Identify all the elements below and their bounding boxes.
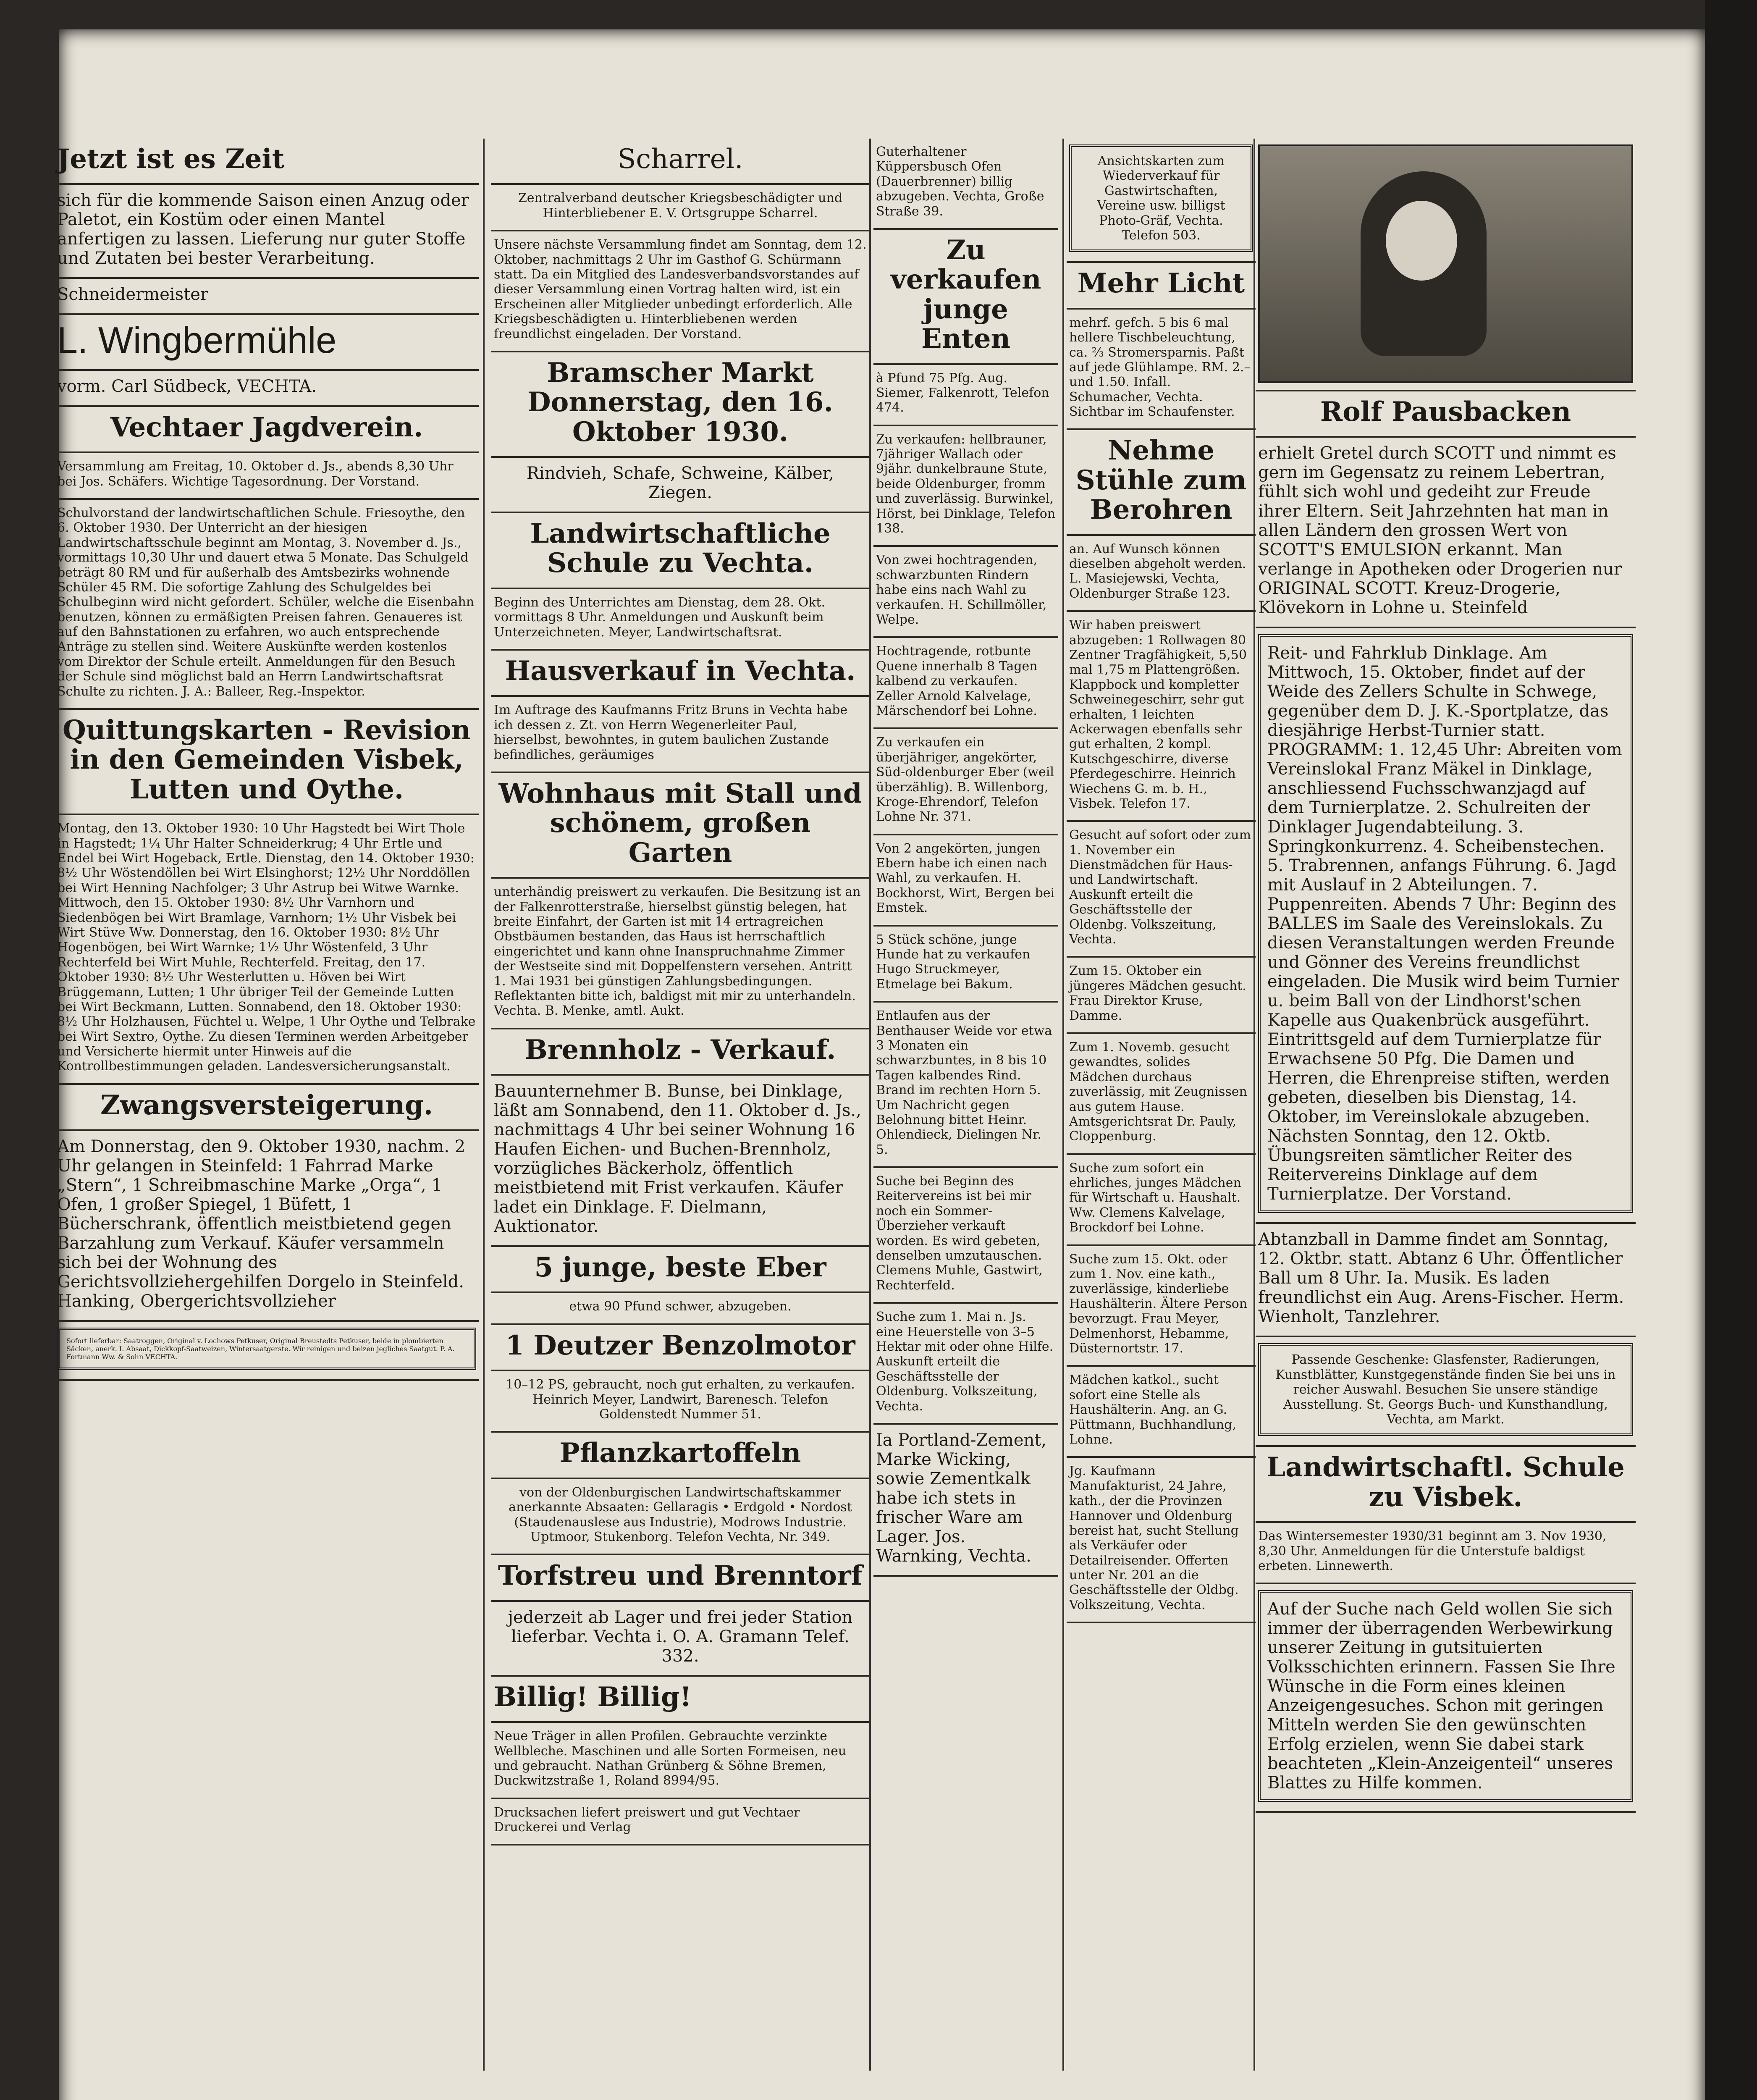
advert-text: Wir haben preiswert abzugeben: 1 Rollwagen 80 Zentner Tragfähigkeit, 5,50 mal 1,75 m Plattengrößen. Klappbock und kompletter Schweinegeschirr, sehr gut erhalten, 1 leichten Ackerwagen ebenfalls sehr gut erhalten, 2 kompl. Kutschgeschirre, diverse Pferdegeschirre. Heinrich Wiechens G. m. b. H., Visbek. Telefon 17. bbox=[1069, 618, 1247, 811]
advertisement bbox=[55, 139, 479, 185]
advert-text: Quittungskarten - Revision in den Gemeinden Visbek, Lutten und Oythe. bbox=[63, 714, 471, 805]
advert-text: Drucksachen liefert preiswert und gut Vechtaer Druckerei und Verlag bbox=[494, 1805, 800, 1835]
advertisement bbox=[873, 927, 1058, 1003]
advert-text: Zu verkaufen ein überjähriger, angekörter, Süd-oldenburger Eber (weil überzählig). B. Willenborg, Kroge-Ehrendorf, Telefon Lohne Nr. 371. bbox=[876, 735, 1054, 824]
advertisement bbox=[55, 407, 479, 453]
advertisement bbox=[491, 589, 869, 651]
advertisement bbox=[1067, 430, 1256, 536]
advertisement bbox=[1256, 1523, 1636, 1584]
advert-text: Zum 15. Oktober ein jüngeres Mädchen gesucht. Frau Direktor Kruse, Damme. bbox=[1069, 963, 1246, 1023]
advertisement bbox=[491, 1555, 869, 1601]
advertisement bbox=[873, 230, 1058, 365]
advertisement bbox=[491, 773, 869, 879]
advertisement bbox=[55, 815, 479, 1085]
advertisement bbox=[873, 1304, 1058, 1425]
advert-text: Auf der Suche nach Geld wollen Sie sich immer der überragenden Werbewirkung unserer Zeitung in gutsituierten Volksschichten erinnern. Fassen Sie Ihre Wünsche in die Form eines kleinen Anzeigengesuches. Schon mit geringen Mitteln werden Sie den gewünschten Erfolg erzielen, wenn Sie dabei stark beachteten „Klein-Anzeigenteil“ unseres Blattes zu Hilfe kommen. bbox=[1258, 1590, 1633, 1802]
advert-text: Ansichtskarten zum Wiederverkauf für Gastwirtschaften, Vereine usw. billigst Photo-Gräf, Vechta. Telefon 503. bbox=[1069, 144, 1253, 252]
book-edge bbox=[1705, 0, 1757, 2100]
advertisement bbox=[55, 710, 479, 815]
advert-text: Mehr Licht bbox=[1077, 268, 1245, 299]
advertisement bbox=[491, 1293, 869, 1325]
advert-text: Neue Träger in allen Profilen. Gebrauchte verzinkte Wellbleche. Maschinen und alle Sorten Formeisen, neu und gebraucht. Nathan Grünberg & Söhne Bremen, Duckwitzstraße 1, Roland 8994/95. bbox=[494, 1729, 847, 1788]
advertisement bbox=[55, 500, 479, 710]
advert-text: Suche zum 15. Okt. oder zum 1. Nov. eine kath., zuverlässige, kinderliebe Haushälterin. Ältere Person bevorzugt. Frau Meyer, Delmenhorst, Hebamme, Düsternortstr. 17. bbox=[1069, 1252, 1248, 1356]
advert-text: Scharrel. bbox=[617, 144, 743, 175]
advertisement bbox=[491, 1076, 869, 1247]
advertisement bbox=[1067, 1246, 1256, 1367]
advert-text: Zentralverband deutscher Kriegsbeschädigter und Hinterbliebener E. V. Ortsgruppe Scharrel. bbox=[518, 191, 843, 220]
advert-text: Von zwei hochtragenden, schwarzbunten Rindern habe eins nach Wahl zu verkaufen. H. Schillmöller, Welpe. bbox=[876, 553, 1047, 627]
advert-text: Bauunternehmer B. Bunse, bei Dinklage, läßt am Sonnabend, den 11. Oktober d. Js., nachmittags 4 Uhr bei seiner Wohnung 16 Haufen Eichen- und Buchen-Brennholz, vorzügliches Bäckerholz, öffentlich meistbietend mit Frist verkaufen. Käufer ladet ein Dinklage. F. Dielmann, Auktionator. bbox=[494, 1082, 861, 1236]
advertisement bbox=[491, 231, 869, 352]
advert-text: Im Auftrage des Kaufmanns Fritz Bruns in Vechta habe ich dessen z. Zt. von Herrn Wegenerleiter Paul, hierselbst, bewohntes, in gutem baulichen Zustande befindliches, geräumiges bbox=[494, 703, 848, 762]
advert-text: Jg. Kaufmann Manufakturist, 24 Jahre, kath., der die Provinzen Hannover und Oldenburg bereist hat, sucht Stellung als Verkäufer oder Detailreisender. Offerten unter Nr. 201 an die Geschäftsstelle der Oldbg. Volkszeitung, Vechta. bbox=[1069, 1464, 1239, 1612]
advert-text: 5 junge, beste Eber bbox=[534, 1252, 826, 1284]
advert-text: Nehme Stühle zum Berohren bbox=[1075, 435, 1247, 526]
advert-text: Zu verkaufen junge Enten bbox=[890, 234, 1041, 355]
advertisement bbox=[55, 453, 479, 500]
column-1 bbox=[55, 139, 479, 2071]
advert-text: 10–12 PS, gebraucht, noch gut erhalten, zu verkaufen. Heinrich Meyer, Landwirt, Barenesch. Telefon Goldenstedt Nummer 51. bbox=[506, 1377, 855, 1422]
advertisement bbox=[491, 697, 869, 773]
advert-text: vorm. Carl Südbeck, VECHTA. bbox=[57, 376, 317, 396]
advertisement bbox=[873, 835, 1058, 927]
advertisement bbox=[55, 315, 479, 370]
advert-text: etwa 90 Pfund schwer, abzugeben. bbox=[569, 1299, 792, 1314]
advertisement bbox=[1067, 536, 1256, 612]
column-rule bbox=[869, 139, 871, 2071]
column-5 bbox=[1256, 139, 1636, 2071]
advert-text: Guterhaltener Küppersbusch Ofen (Dauerbrenner) billig abzugeben. Vechta, Große Straße 39. bbox=[876, 144, 1044, 219]
advert-text: Schulvorstand der landwirtschaftlichen Schule. Friesoythe, den 6. Oktober 1930. Der Unterricht an der hiesigen Landwirtschaftsschule beginnt am Montag, 3. November d. Js., vormittags 10,30 Uhr und dauert etwa 5 Monate. Das Schulgeld beträgt 80 RM und für außerhalb des Amtsbezirks wohnende Schüler 45 RM. Die sofortige Zahlung des Schulgeldes bei Schulbeginn wird nicht gefordert. Schüler, welche die Eisenbahn benutzen, können zu ermäßigten Preisen fahren. Genaueres ist auf den Bahnstationen zu erfahren, wo auch entsprechende Anträge zu stellen sind. Weitere Auskünfte werden kostenlos vom Direktor der Schule erteilt. Anmeldungen für den Besuch der Schule sind möglichst bald an Herrn Landwirtschaftsrat Schulte zu richten. J. A.: Balleer, Reg.-Inspektor. bbox=[57, 505, 475, 699]
advert-text: mehrf. gefch. 5 bis 6 mal hellere Tischbeleuchtung, ca. ⅔ Stromersparnis. Paßt auf jede Glühlampe. RM. 2.– und 1.50. Infall. Schumacher, Vechta. Sichtbar im Schaufenster. bbox=[1069, 315, 1251, 420]
column-4 bbox=[1067, 139, 1256, 2071]
advert-text: 1 Deutzer Benzolmotor bbox=[505, 1329, 855, 1361]
advertisement bbox=[873, 1425, 1058, 1577]
column-2 bbox=[491, 139, 869, 2071]
advertisement bbox=[1067, 1367, 1256, 1458]
advertisement bbox=[491, 1479, 869, 1556]
advertisement bbox=[873, 729, 1058, 835]
advertisement bbox=[873, 638, 1058, 729]
advertisement bbox=[55, 1131, 479, 1322]
advertisement bbox=[491, 1371, 869, 1433]
advertisement bbox=[55, 279, 479, 315]
advert-text: Passende Geschenke: Glasfenster, Radierungen, Kunstblätter, Kunstgegenstände finden Sie bei uns in reicher Auswahl. Besuchen Sie unsere ständige Ausstellung. St. Georgs Buch- und Kunsthandlung, Vechta, am Markt. bbox=[1258, 1343, 1633, 1436]
advert-text: Billig! Billig! bbox=[494, 1681, 692, 1713]
advertisement bbox=[873, 1168, 1058, 1304]
advert-text: Hausverkauf in Vechta. bbox=[505, 655, 856, 687]
advert-text: erhielt Gretel durch SCOTT und nimmt es gern im Gegensatz zu reinem Lebertran, fühlt sich wohl und gedeiht zur Freude ihrer Eltern. Seit Jahrzehnten hat man in allen Ländern den grossen Wert von SCOTT'S EMULSION erkannt. Man verlange in Apotheken oder Drogerien nur ORIGINAL SCOTT. Kreuz-Drogerie, Klövekorn in Lohne u. Steinfeld bbox=[1258, 444, 1622, 618]
advertisement bbox=[491, 1677, 869, 1723]
advert-text: 5 Stück schöne, junge Hunde hat zu verkaufen Hugo Struckmeyer, Etmelage bei Bakum. bbox=[876, 932, 1031, 992]
advert-text: Beginn des Unterrichtes am Dienstag, dem 28. Okt. vormittags 8 Uhr. Anmeldungen und Auskunft beim Unterzeichneten. Meyer, Landwirtschaftsrat. bbox=[494, 595, 825, 640]
advertisement bbox=[55, 1085, 479, 1131]
advert-text: Wohnhaus mit Stall und schönem, großen Garten bbox=[498, 777, 862, 869]
advertisement bbox=[873, 139, 1058, 230]
advertisement bbox=[491, 352, 869, 458]
advert-text: Rolf Pausbacken bbox=[1320, 396, 1571, 428]
advert-text: Versammlung am Freitag, 10. Oktober d. Js., abends 8,30 Uhr bei Jos. Schäfers. Wichtige Tagesordnung. Der Vorstand. bbox=[57, 459, 454, 489]
advert-text: Ia Portland-Zement, Marke Wicking, sowie Zementkalk habe ich stets in frischer Ware am Lager. Jos. Warnking, Vechta. bbox=[876, 1430, 1047, 1566]
advert-text: Sofort lieferbar: Saatroggen, Original v. Lochows Petkuser, Original Breustedts Petkuser, beide in plombierten Säcken, anerk. I. Absaat, Dickkopf-Saatweizen, Wintersaatgerste. Wir reinigen und beizen jegliches Saatgut. P. A. Fortmann Ww. & Sohn VECHTA. bbox=[57, 1328, 476, 1370]
advertisement bbox=[1256, 628, 1636, 1224]
advertisement bbox=[1067, 1458, 1256, 1623]
advertisement bbox=[1256, 139, 1636, 391]
advert-text: à Pfund 75 Pfg. Aug. Siemer, Falkenrott, Telefon 474. bbox=[876, 370, 1049, 415]
advertisement bbox=[1256, 1447, 1636, 1523]
column-rule bbox=[1062, 139, 1064, 2071]
advertisement bbox=[1067, 310, 1256, 430]
advertisement bbox=[491, 1247, 869, 1293]
advert-text: Suche zum sofort ein ehrliches, junges Mädchen für Wirtschaft u. Haushalt. Ww. Clemens Kalvelage, Brockdorf bei Lohne. bbox=[1069, 1160, 1241, 1235]
advertisement bbox=[1067, 1155, 1256, 1246]
advert-text: jederzeit ab Lager und frei jeder Station lieferbar. Vechta i. O. A. Gramann Telef. 332. bbox=[508, 1607, 853, 1666]
advert-text: Von 2 angekörten, jungen Ebern habe ich einen nach Wahl, zu verkaufen. H. Bockhorst, Wirt, Bergen bei Emstek. bbox=[876, 841, 1055, 916]
advertisement bbox=[55, 185, 479, 279]
advertisement bbox=[491, 139, 869, 185]
advert-text: Das Wintersemester 1930/31 beginnt am 3. Nov 1930, 8,30 Uhr. Anmeldungen für die Unterstufe baldigst erbeten. Linnewerth. bbox=[1258, 1529, 1607, 1573]
advert-text: Rindvieh, Schafe, Schweine, Kälber, Ziegen. bbox=[526, 464, 834, 503]
advertisement bbox=[491, 651, 869, 697]
advertisement bbox=[1067, 139, 1256, 263]
column-rule bbox=[483, 139, 485, 2071]
advertisement bbox=[55, 371, 479, 407]
advert-text: Suche bei Beginn des Reitervereins ist bei mir noch ein Sommer-Überzieher verkauft worden. Es wird gebeten, denselben umzutauschen. Clemens Muhle, Gastwirt, Rechterfeld. bbox=[876, 1174, 1043, 1293]
advert-text: Landwirtschaftl. Schule zu Visbek. bbox=[1267, 1452, 1625, 1513]
advertisement bbox=[873, 426, 1058, 547]
advert-text: Entlaufen aus der Benthauser Weide vor etwa 3 Monaten ein schwarzbuntes, in 8 bis 10 Tagen kalbendes Rind. Brand im rechten Horn 5. Um Nachricht gegen Belohnung bittet Heinr. Ohlendieck, Dielingen Nr. 5. bbox=[876, 1008, 1052, 1157]
advertisement bbox=[491, 513, 869, 589]
advertisement bbox=[491, 1799, 869, 1846]
advertisement bbox=[1067, 822, 1256, 958]
advertisement bbox=[1067, 958, 1256, 1034]
advert-text: Hochtragende, rotbunte Quene innerhalb 8 Tagen kalbend zu verkaufen. Zeller Arnold Kalvelage, Märschendorf bei Lohne. bbox=[876, 644, 1038, 718]
advert-text: Pflanzkartoffeln bbox=[559, 1437, 801, 1469]
advertisement bbox=[491, 1723, 869, 1799]
advertisement bbox=[55, 1322, 479, 1381]
column-3 bbox=[873, 139, 1058, 2071]
advert-text: Torfstreu und Brenntorf bbox=[498, 1560, 863, 1592]
advert-text: Zu verkaufen: hellbrauner, 7jähriger Wallach oder 9jähr. dunkelbraune Stute, beide Oldenburger, fromm und zuverlässig. Burwinkel, Hörst, bei Dinklage, Telefon 138. bbox=[876, 432, 1056, 536]
advertisement bbox=[491, 879, 869, 1029]
advertisement bbox=[491, 1433, 869, 1479]
advertisement bbox=[873, 365, 1058, 426]
advert-text: unterhändig preiswert zu verkaufen. Die Besitzung ist an der Falkenrotterstraße, hierselbst günstig belegen, hat breite Einfahrt, der Garten ist mit 14 ertragreichen Obstbäumen bestanden, das Haus ist herrschaftlich eingerichtet und kann ohne Inanspruchnahme Zimmer der Westseite sind mit Doppelfenstern versehen. Antritt 1. Mai 1931 bei günstigen Zahlungsbedingungen. Reflektanten bitte ich, baldigst mit mir zu unterhandeln. Vechta. B. Menke, amtl. Aukt. bbox=[494, 885, 861, 1018]
advert-text: Bramscher Markt Donnerstag, den 16. Oktober 1930. bbox=[527, 357, 833, 448]
advert-text: Reit- und Fahrklub Dinklage. Am Mittwoch, 15. Oktober, findet auf der Weide des Zellers Schulte in Schwege, gegenüber dem D. J. K.-Sportplatze, das diesjährige Herbst-Turnier statt. PROGRAMM: 1. 12,45 Uhr: Abreiten vom Vereinslokal Franz Mäkel in Dinklage, anschliessend Fuchsschwanzjagd auf dem Turnierplatze. 2. Schulreiten der Dinklager Jugendabteilung. 3. Springkonkurrenz. 4. Scheibenstechen. 5. Trabrennen, anfangs Führung. 6. Jagd mit Auslauf in 2 Abteilungen. 7. Puppenreiten. Abends 7 Uhr: Beginn des BALLES im Saale des Vereinslokals. Zu diesen Veranstaltungen werden Freunde und Gönner des Vereins freundlichst eingeladen. Die Musik wird beim Turnier u. beim Ball von der Lindhorst'schen Kapelle aus Quakenbrück ausgeführt. Eintrittsgeld auf dem Turnierplatze für Erwachsene 50 Pfg. Die Damen und Herren, die Ehrenpreise stiften, werden gebeten, dieselben bis Dienstag, 14. Oktober, im Vereinslokale abzugeben. Nächsten Sonntag, den 12. Oktb. Übungsreiten sämtlicher Reiter des Reitervereins Dinklage auf dem Turnierplatze. Der Vorstand. bbox=[1258, 634, 1633, 1213]
advertisement bbox=[873, 1003, 1058, 1168]
advert-text: Abtanzball in Damme findet am Sonntag, 12. Oktbr. statt. Abtanz 6 Uhr. Öffentlicher Ball um 8 Uhr. Ia. Musik. Es laden freundlichst ein Aug. Arens-Fischer. Herm. Wienholt, Tanzlehrer. bbox=[1258, 1230, 1624, 1327]
advert-text: Vechtaer Jagdverein. bbox=[110, 411, 423, 443]
advertisement bbox=[1256, 1337, 1636, 1447]
advertisement bbox=[1256, 1584, 1636, 1813]
advert-text: Montag, den 13. Oktober 1930: 10 Uhr Hagstedt bei Wirt Thole in Hagstedt; 1¼ Uhr Halter Schneiderkrug; 4 Uhr Ertle und Endel bei Wirt Hogeback, Ertle. Dienstag, den 14. Oktober 1930: 8½ Uhr Wöstendöllen bei Wirt Elsinghorst; 12½ Uhr Norddöllen bei Wirt Henning Nachfolger; 3 Uhr Astrup bei Witwe Warnke. Mittwoch, den 15. Oktober 1930: 8½ Uhr Varnhorn und Siedenbögen bei Wirt Bramlage, Varnhorn; 1½ Uhr Visbek bei Wirt Stüve Ww. Donnerstag, den 16. Oktober 1930: 8½ Uhr Hogenbögen, bei Wirt Warnke; 1½ Uhr Wöstenfeld, 3 Uhr Rechterfeld bei Wirt Muhle, Rechterfeld. Freitag, den 17. Oktober 1930: 8½ Uhr Westerlutten u. Höven bei Wirt Brüggemann, Lutten; 1 Uhr übriger Teil der Gemeinde Lutten bei Wirt Beckmann, Lutten. Sonnabend, den 18. Oktober 1930: 8½ Uhr Holzhausen, Füchtel u. Welpe, 1 Uhr Oythe und Telbrake bei Wirt Sextro, Oythe. Zu diesen Terminen werden Arbeitgeber und Versicherte hiermit unter Hinweis auf die Kontrollbestimmungen geladen. Landesversicherungsanstalt. bbox=[57, 821, 476, 1074]
advertisement bbox=[1067, 1034, 1256, 1155]
advert-text: Mädchen katkol., sucht sofort eine Stelle als Haushälterin. Ang. an G. Püttmann, Buchhandlung, Lohne. bbox=[1069, 1373, 1236, 1447]
advertisement bbox=[491, 1029, 869, 1076]
advert-text: Zum 1. Novemb. gesucht gewandtes, solides Mädchen durchaus zuverlässig, mit Zeugnissen aus gutem Hause. Amtsgerichtsrat Dr. Pauly, Cloppenburg. bbox=[1069, 1040, 1247, 1144]
child-face bbox=[1386, 201, 1457, 281]
advert-text: sich für die kommende Saison einen Anzug oder Paletot, ein Kostüm oder einen Mantel anfertigen zu lassen. Lieferung nur guter Stoffe und Zutaten bei bester Verarbeitung. bbox=[57, 191, 469, 268]
advert-text: Unsere nächste Versammlung findet am Sonntag, dem 12. Oktober, nachmittags 2 Uhr im Gasthof G. Schürmann statt. Da ein Mitglied des Landesverbandsvorstandes auf dieser Versammlung einen Vortrag halten wird, ist ein Erscheinen aller Mitglieder unbedingt erforderlich. Alle Kriegsbeschädigten u. Hinterbliebenen werden freundlichst eingeladen. Der Vorstand. bbox=[494, 237, 867, 341]
advertisement bbox=[1256, 1224, 1636, 1337]
advertisement bbox=[1256, 391, 1636, 438]
advertisement bbox=[873, 547, 1058, 638]
advertisement bbox=[491, 185, 869, 231]
advert-text: Jetzt ist es Zeit bbox=[57, 143, 285, 175]
advert-text: Am Donnerstag, den 9. Oktober 1930, nachm. 2 Uhr gelangen in Steinfeld: 1 Fahrrad Marke „Stern“, 1 Schreibmaschine Marke „Orga“, 1 Ofen, 1 großer Spiegel, 1 Büfett, 1 Bücherschrank, öffentlich meistbietend gegen Barzahlung zum Verkauf. Käufer versammeln sich bei der Wohnung des Gerichtsvollziehergehilfen Dorgelo in Steinfeld. Hanking, Obergerichtsvollzieher bbox=[57, 1137, 466, 1311]
advert-text: an. Auf Wunsch können dieselben abgeholt werden. L. Masiejewski, Vechta, Oldenburger Straße 123. bbox=[1069, 541, 1246, 601]
advertisement bbox=[491, 1602, 869, 1677]
advert-text: Schneidermeister bbox=[57, 285, 208, 304]
advert-text: Zwangsversteigerung. bbox=[100, 1089, 433, 1121]
advert-text: Brennholz - Verkauf. bbox=[524, 1034, 836, 1066]
advertisement bbox=[491, 1325, 869, 1371]
advert-text: L. Wingbermühle bbox=[57, 319, 337, 361]
advert-text: Suche zum 1. Mai n. Js. eine Heuerstelle von 3–5 Hektar mit oder ohne Hilfe. Auskunft erteilt die Geschäftsstelle der Oldenburg. Volkszeitung, Vechta. bbox=[876, 1310, 1054, 1414]
advert-text: Gesucht auf sofort oder zum 1. November ein Dienstmädchen für Haus- und Landwirtschaft. Auskunft erteilt die Geschäftsstelle der Oldenbg. Volkszeitung, Vechta. bbox=[1069, 828, 1251, 947]
advert-text: Landwirtschaftliche Schule zu Vechta. bbox=[530, 518, 831, 579]
advertisement bbox=[1067, 263, 1256, 309]
advertisement bbox=[1067, 612, 1256, 822]
advertisement bbox=[491, 458, 869, 513]
advert-text: von der Oldenburgischen Landwirtschaftskammer anerkannte Absaaten: Gellaragis • Erdgold • Nordost (Staudenauslese aus Industrie), Modrows Industrie. Uptmoor, Stukenborg. Telefon Vechta, Nr. 349. bbox=[509, 1485, 852, 1544]
scott-advert-photo bbox=[1258, 144, 1633, 383]
advertisement bbox=[1256, 438, 1636, 628]
